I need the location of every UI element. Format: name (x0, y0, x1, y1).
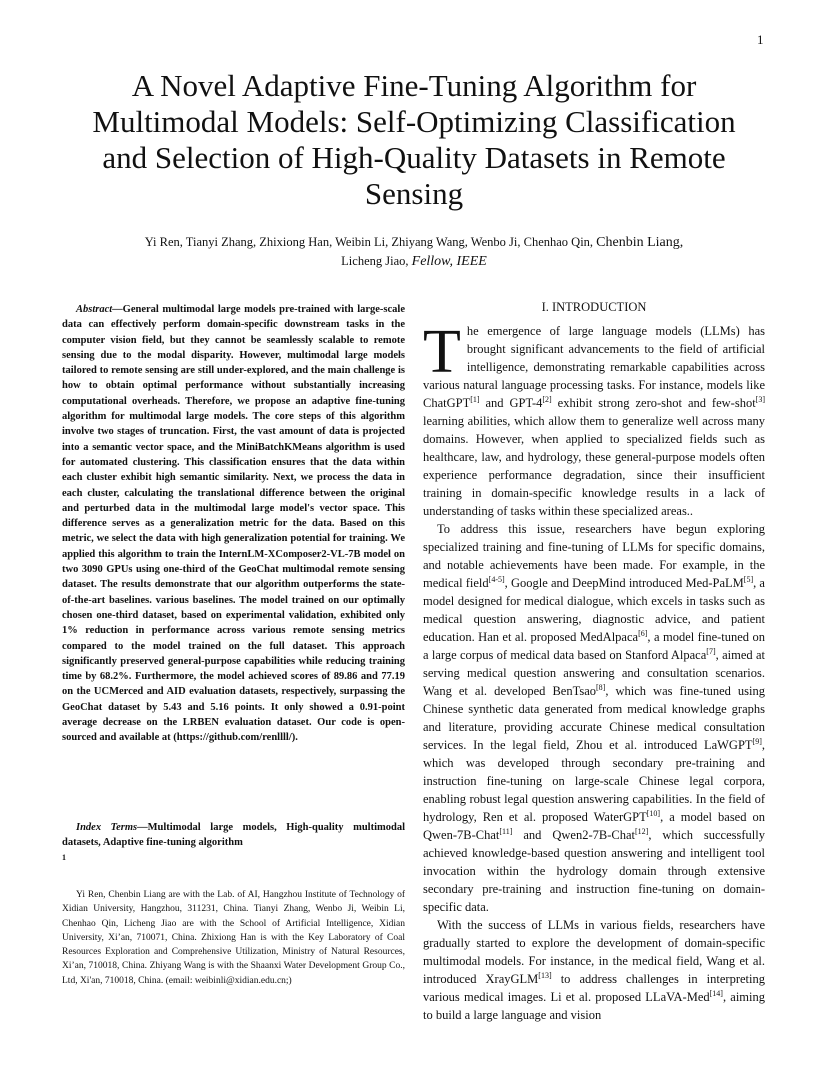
index-terms-label: Index Terms (76, 822, 138, 833)
citation-ref: [5] (743, 574, 754, 584)
citation-ref: [11] (499, 826, 513, 836)
author-fellow: Fellow, IEEE (411, 254, 487, 269)
introduction-section (423, 300, 765, 1024)
citation-ref: [10] (646, 808, 661, 818)
citation-ref: [14] (709, 988, 723, 998)
author-name-last: Chenbin Liang, (596, 235, 684, 250)
paper-title (40, 68, 788, 212)
intro-paragraph-3 (423, 916, 765, 1024)
footnote-mark: 1 (62, 853, 66, 862)
author-affiliation-footnote: Yi Ren, Chenbin Liang are with the Lab. of AI, Hangzhou Institute of Technology of Xidian University, Hangzhou, 311231, China. Tianyi Zhang, Wenbo Ji, Weibin Li, Chenhao Qin, Licheng Jiao are with the School of Artificial Intelligence, Xidian University, Xi’an, 710071, China. Zhixiong Han is with the Key Laboratory of Coal Resources Exploration and Comprehensive Utilization, Ministry of Natural Resources, Xi’an, 710018, China. Zhiyang Wang is with the Shaanxi Water Development Group Co., Ltd, Xi'an, 710018, China. (email: weibinli@xidian.edu.cn;) (62, 890, 405, 986)
intro-paragraph-3-text: With the success of LLMs in various fields, researchers have gradually started to explore the development of domain-specific multimodal models. For instance, in the medical field, Wang et al. introduced XrayGLM[13] to address challenges in interpreting various medical images. Li et al. proposed LLaVA-Med[14], aiming to build a large language and vision (423, 918, 765, 1022)
citation-ref: [4-5] (488, 574, 505, 584)
title-line: and Selection of High-Quality Datasets in Remote (102, 140, 726, 175)
title-line: Multimodal Models: Self-Optimizing Classification (92, 104, 736, 139)
section-heading: I. INTRODUCTION (541, 300, 647, 314)
page-number: 1 (757, 32, 764, 47)
abstract (62, 302, 405, 746)
drop-cap: T (423, 318, 461, 386)
abstract-text: —General multimodal large models pre-trained with large-scale data can effectively perform domain-specific downstream tasks in the computer vision field, but they cannot be seamlessly scalable to remote sensing due to the modal disparity. However, multimodal large models tailored to remote sensing are still under-explored, and the main challenge is how to obtain optimal performance without substantially increasing computational overheads. Therefore, we propose an adaptive fine-tuning algorithm for multimodal large models. The core steps of this algorithm involve two stages of truncation. First, the vast amount of data is projected into a semantic vector space, and the MiniBatchKMeans algorithm is used for automated clustering. This classification ensures that the data within each cluster exhibit high semantic similarity. Next, we process the data in each cluster, calculating the translational difference between the original and perturbed data in the multimodal large model's vector space. This difference serves as a generalization metric for the data. Based on this metric, we select the data with high generalization potential for training. We applied this algorithm to train the InternLM-XComposer2-VL-7B model on two 3090 GPUs using one-third of the GeoChat multimodal remote sensing dataset. The results demonstrate that our algorithm outperforms the state-of-the-art baselines. various baselines. The model trained on our optimally chosen one-third dataset, based on experimental validation, exhibited only 1% reduction in performance across various remote sensing metrics compared to the model trained on the full dataset. This approach significantly preserved general-purpose capabilities while reducing training time by 68.2%. Furthermore, the model achieved scores of 89.86 and 77.19 on the UCMerced and AID evaluation datasets, respectively, surpassing the GeoChat dataset by 5.43 and 5.16 points. It only showed a 0.91-point average decrease on the LRBEN evaluation dataset. Our code is open-sourced and available at (https://github.com/renllll/). (62, 304, 405, 744)
intro-paragraph-1-text: he emergence of large language models (LLMs) has brought significant advancements to the field of artificial intelligence, demonstrating remarkable capabilities across various natural language processing tasks. For instance, models like ChatGPT[1] and GPT-4[2] exhibit strong zero-shot and few-shot[3] learning abilities, which allow them to generalize well across many domains. However, when applied to specialized fields such as healthcare, law, and hydrology, these general-purpose models often experience performance degradation, since their insufficient training in domain-specific knowledge results in a lack of understanding of tasks within these specialized areas.. (423, 324, 765, 518)
intro-paragraph-2-text: To address this issue, researchers have begun exploring specialized training and fine-tuning of LLMs for specific domains, and notable achievements have been made. For example, in the medical field[4-5], Google and DeepMind introduced Med-PaLM[5], a model designed for medical dialogue, which excels in tasks such as medical question answering, diagnostic advice, and patient education. Han et al. proposed MedAlpaca[6], a model fine-tuned on a large corpus of medical data based on Stanford Alpaca[7], aimed at serving medical question answering and consultation scenarios. Wang et al. developed BenTsao[8], which was fine-tuned using Chinese synthetic data generated from medical knowledge graphs and literature, providing accurate Chinese medical consultation services. In the legal field, Zhou et al. introduced LaWGPT[9], which was developed through secondary pre-training and instruction fine-tuning on large-scale Chinese legal corpora, enabling robust legal question answering capabilities. In the field of hydrology, Ren et al. proposed WaterGPT[10], a model based on Qwen-7B-Chat[11] and Qwen2-7B-Chat[12], which successfully achieved knowledge-based question answering and intelligent tool invocation within the hydrology domain through extensive secondary pre-training and instruction fine-tuning on domain-specific data. (423, 522, 765, 914)
citation-ref: [8] (596, 682, 606, 692)
intro-paragraph-1 (423, 318, 765, 520)
title-line: A Novel Adaptive Fine-Tuning Algorithm for (131, 68, 697, 103)
citation-ref: [2] (542, 394, 552, 404)
index-terms (62, 820, 405, 865)
author-names-line2: Licheng Jiao, (341, 254, 412, 268)
citation-ref: [12] (634, 826, 649, 836)
citation-ref: [6] (638, 628, 648, 638)
citation-ref: [13] (538, 970, 552, 980)
author-names: Yi Ren, Tianyi Zhang, Zhixiong Han, Weibin Li, Zhiyang Wang, Wenbo Ji, Chenhao Qin, (144, 235, 597, 249)
abstract-label: Abstract (76, 304, 113, 315)
index-terms-text: —Multimodal large models, High-quality multimodal datasets, Adaptive fine-tuning algorithm (62, 822, 405, 848)
citation-ref: [1] (470, 394, 480, 404)
citation-ref: [3] (755, 394, 765, 404)
citation-ref: [9] (752, 736, 762, 746)
title-line: Sensing (364, 176, 464, 211)
author-list (60, 233, 768, 271)
intro-paragraph-2 (423, 520, 765, 916)
citation-ref: [7] (706, 646, 716, 656)
